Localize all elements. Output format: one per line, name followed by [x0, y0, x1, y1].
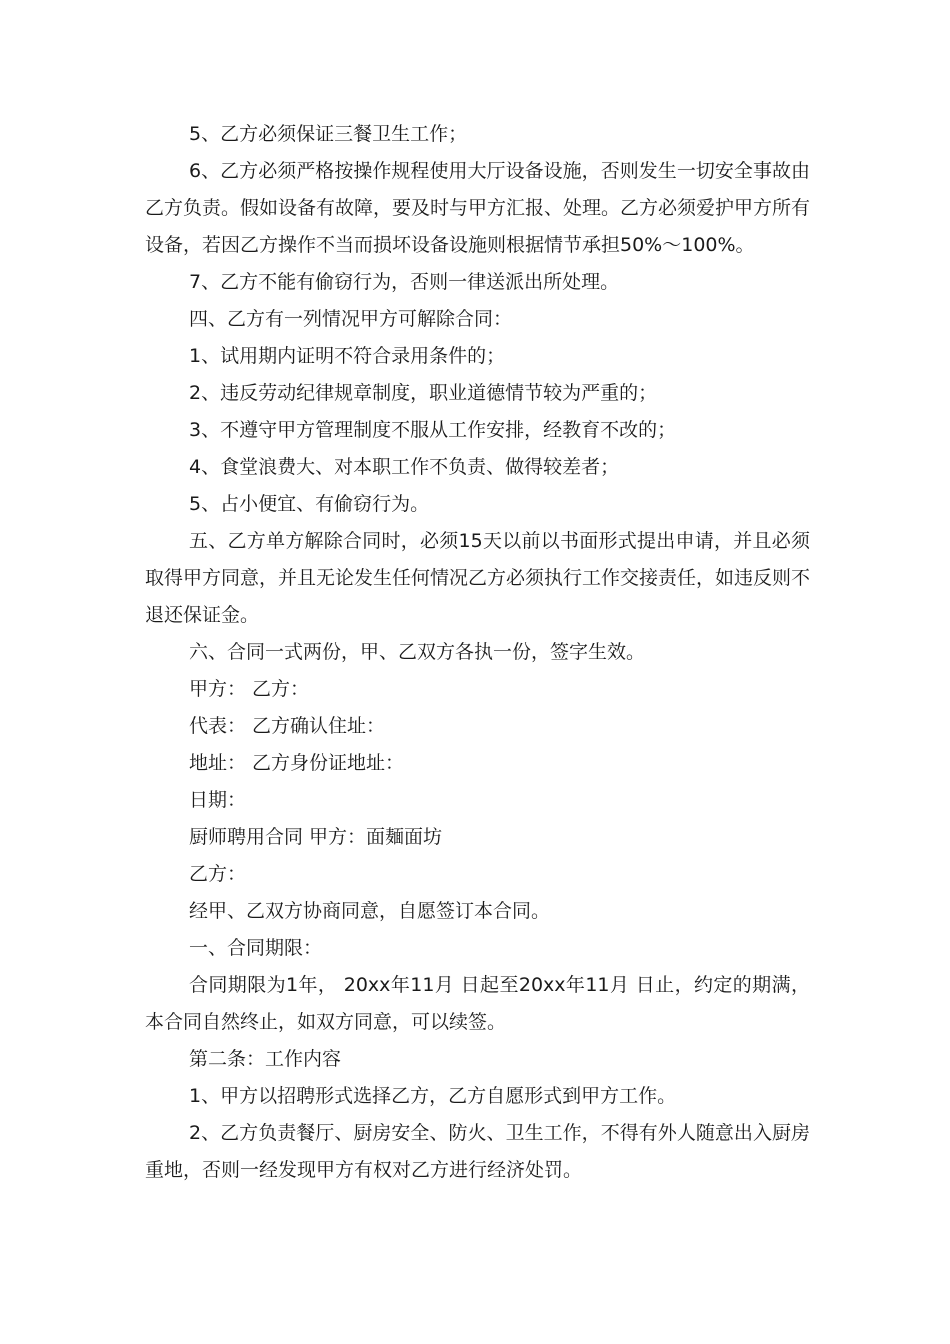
paragraph-section-4-heading: 四、乙方有一列情况甲方可解除合同： [189, 308, 513, 330]
section-1-heading: 一、合同期限： [189, 937, 323, 959]
paragraph-termination-5: 5、占小便宜、有偷窃行为。 [189, 493, 430, 515]
signature-address-line: 地址： 乙方身份证地址： [189, 752, 405, 774]
party-b-line: 乙方： [189, 863, 247, 885]
paragraph-termination-1: 1、试用期内证明不符合录用条件的； [189, 345, 506, 367]
paragraph-termination-4: 4、食堂浪费大、对本职工作不负责、做得较差者； [189, 456, 620, 478]
document-body [145, 116, 810, 1189]
paragraph-termination-2: 2、违反劳动纪律规章制度，职业道德情节较为严重的； [189, 382, 658, 404]
signature-representative-line: 代表： 乙方确认住址： [189, 715, 386, 737]
contract-title-line: 厨师聘用合同 甲方：面麺面坊 [189, 826, 443, 848]
signature-date-line: 日期： [189, 789, 247, 811]
paragraph-work-2: 2、乙方负责餐厅、厨房安全、防火、卫生工作，不得有外人随意出入厨房重地，否则一经发现甲方有权对乙方进行经济处罚。 [145, 1122, 810, 1181]
paragraph-work-1: 1、甲方以招聘形式选择乙方，乙方自愿形式到甲方工作。 [189, 1085, 677, 1107]
paragraph-contract-term: 合同期限为1年， 20xx年11月 日起至20xx年11月 日止，约定的期满，本合同自然终止，如双方同意，可以续签。 [145, 974, 810, 1033]
paragraph-clause-7-theft: 7、乙方不能有偷窃行为，否则一律送派出所处理。 [189, 271, 620, 293]
paragraph-clause-6-equipment: 6、乙方必须严格按操作规程使用大厅设备设施，否则发生一切安全事故由乙方负责。假如设备有故障，要及时与甲方汇报、处理。乙方必须爱护甲方所有设备，若因乙方操作不当而损坏设备设施则根据情节承担50%～100%。 [145, 160, 811, 256]
paragraph-section-5: 五、乙方单方解除合同时，必须15天以前以书面形式提出申请，并且必须取得甲方同意，并且无论发生任何情况乙方必须执行工作交接责任，如违反则不退还保证金。 [145, 530, 811, 626]
signature-party-line: 甲方： 乙方： [189, 678, 310, 700]
paragraph-termination-3: 3、不遵守甲方管理制度不服从工作安排，经教育不改的； [189, 419, 677, 441]
article-2-heading: 第二条：工作内容 [189, 1048, 342, 1070]
agreement-statement: 经甲、乙双方协商同意，自愿签订本合同。 [189, 900, 551, 922]
paragraph-section-6: 六、合同一式两份，甲、乙双方各执一份，签字生效。 [189, 641, 646, 663]
paragraph-clause-5-meals: 5、乙方必须保证三餐卫生工作； [189, 123, 468, 145]
